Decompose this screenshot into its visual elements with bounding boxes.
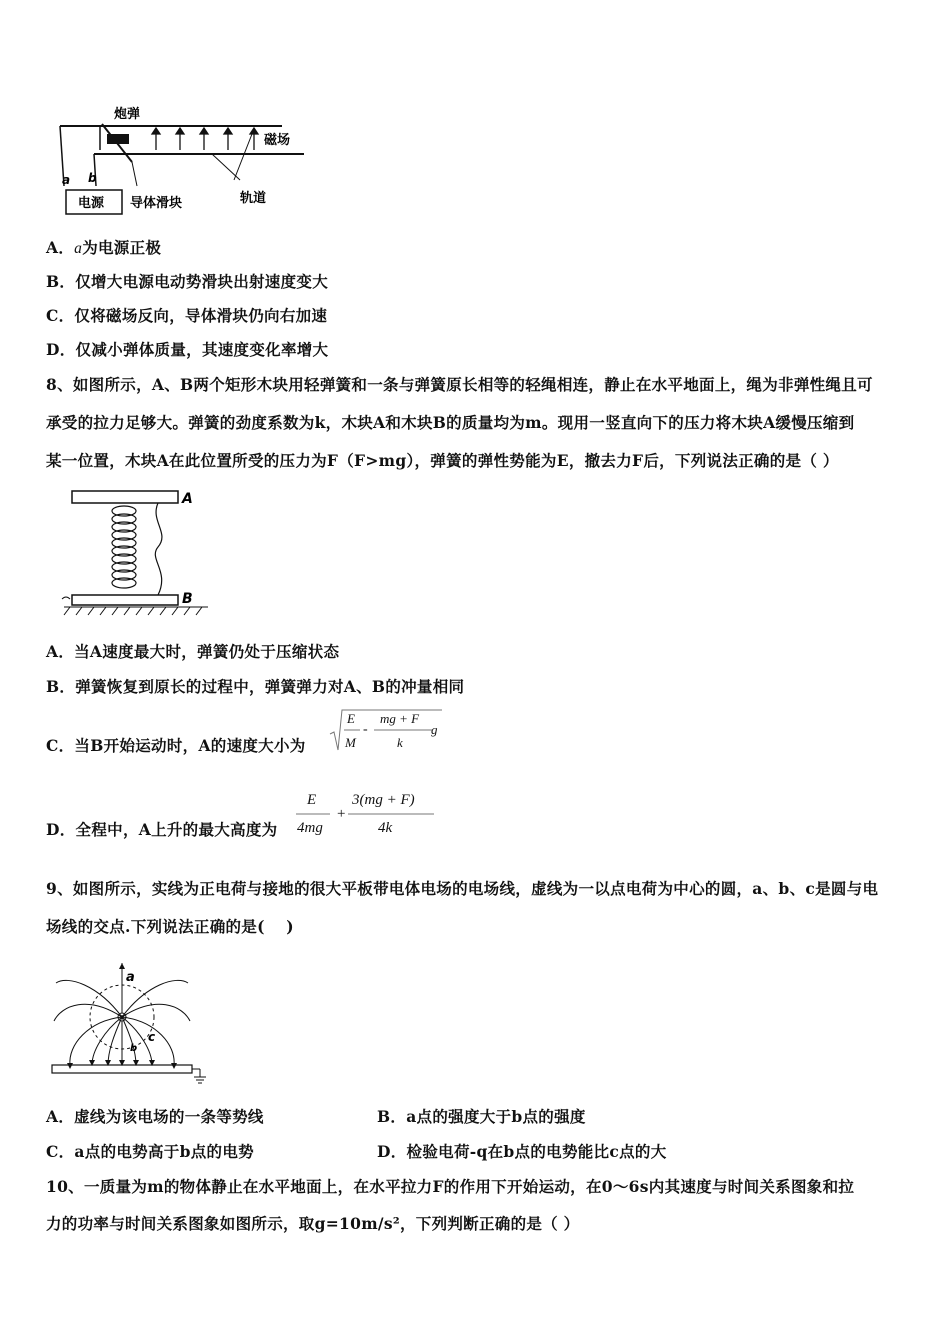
q9-stem-line1: 9、如图所示，实线为正电荷与接地的很大平板带电体电场的电场线，虚线为一以点电荷为中心的圆，a、b、c是圆与电 [46,879,879,898]
field-figure [48,955,213,1085]
label-point-a: a [126,970,135,985]
c-frac1-num: E [347,711,355,726]
label-b: b [88,171,97,185]
label-block-b: B [182,591,193,607]
q8-stem-line2: 承受的拉力足够大。弹簧的劲度系数为k，木块A和木块B的质量均为m。现用一竖直向下的压力将木块A缓慢压缩到 [46,413,855,432]
label-power: 电源 [78,196,105,211]
label-field: 磁场 [264,133,291,148]
q8-option-c: C．当B开始运动时，A的速度大小为 [46,736,306,755]
label-a: a [62,173,71,187]
label-slider: 导体滑块 [130,196,183,211]
label-track: 轨道 [240,191,267,206]
c-g: g [431,722,438,737]
q9-option-a: A．虚线为该电场的一条等势线 [46,1107,264,1126]
d-frac2-num: 3(mg + F) [352,792,415,808]
label-point-c: c [148,1030,156,1044]
q7-option-c: C．仅将磁场反向，导体滑块仍向右加速 [46,306,328,325]
q8-stem-line3: 某一位置，木块A在此位置所受的压力为F（F>mg），弹簧的弹性势能为E，撤去力F后，下列说法正确的是（ ） [46,451,839,470]
label-block-a: A [182,491,193,507]
c-minus: - [363,722,368,737]
q8-option-d: D．全程中，A上升的最大高度为 [46,820,278,839]
q7-option-d: D．仅减小弹体质量，其速度变化率增大 [46,340,329,359]
q9-stem-line2: 场线的交点.下列说法正确的是( ) [46,917,294,936]
d-frac2-den: 4k [378,820,393,836]
c-frac2-den: k [397,735,403,750]
q9-option-c: C．a点的电势高于b点的电势 [46,1142,254,1161]
spring-figure [58,485,218,620]
q9-option-d: D．检验电荷-q在b点的电势能比c点的大 [377,1142,667,1161]
q9-option-b: B．a点的强度大于b点的强度 [377,1107,586,1126]
d-frac1-num: E [307,792,317,808]
c-frac2-num: mg + F [380,711,420,726]
label-point-b: b [130,1043,138,1054]
q8-option-b: B．弹簧恢复到原长的过程中，弹簧弹力对A、B的冲量相同 [46,677,465,696]
d-frac1-den: 4mg [297,820,323,836]
c-frac1-den: M [345,735,356,750]
q8-stem-line1: 8、如图所示，A、B两个矩形木块用轻弹簧和一条与弹簧原长相等的轻绳相连，静止在水平地面上，绳为非弹性绳且可 [46,375,873,394]
q8-option-a: A．当A速度最大时，弹簧仍处于压缩状态 [46,642,340,661]
railgun-figure [52,104,312,219]
label-shell: 炮弹 [114,107,141,122]
q7-option-a: A．a为电源正极 [46,238,162,257]
q10-stem-line2: 力的功率与时间关系图象如图所示，取g=10m/s²，下列判断正确的是（ ） [46,1214,580,1233]
q7-option-b: B．仅增大电源电动势滑块出射速度变大 [46,272,329,291]
d-plus: + [337,806,346,822]
q10-stem-line1: 10、一质量为m的物体静止在水平地面上，在水平拉力F的作用下开始运动，在0～6s内其速度与时间关系图象和拉 [46,1177,855,1196]
